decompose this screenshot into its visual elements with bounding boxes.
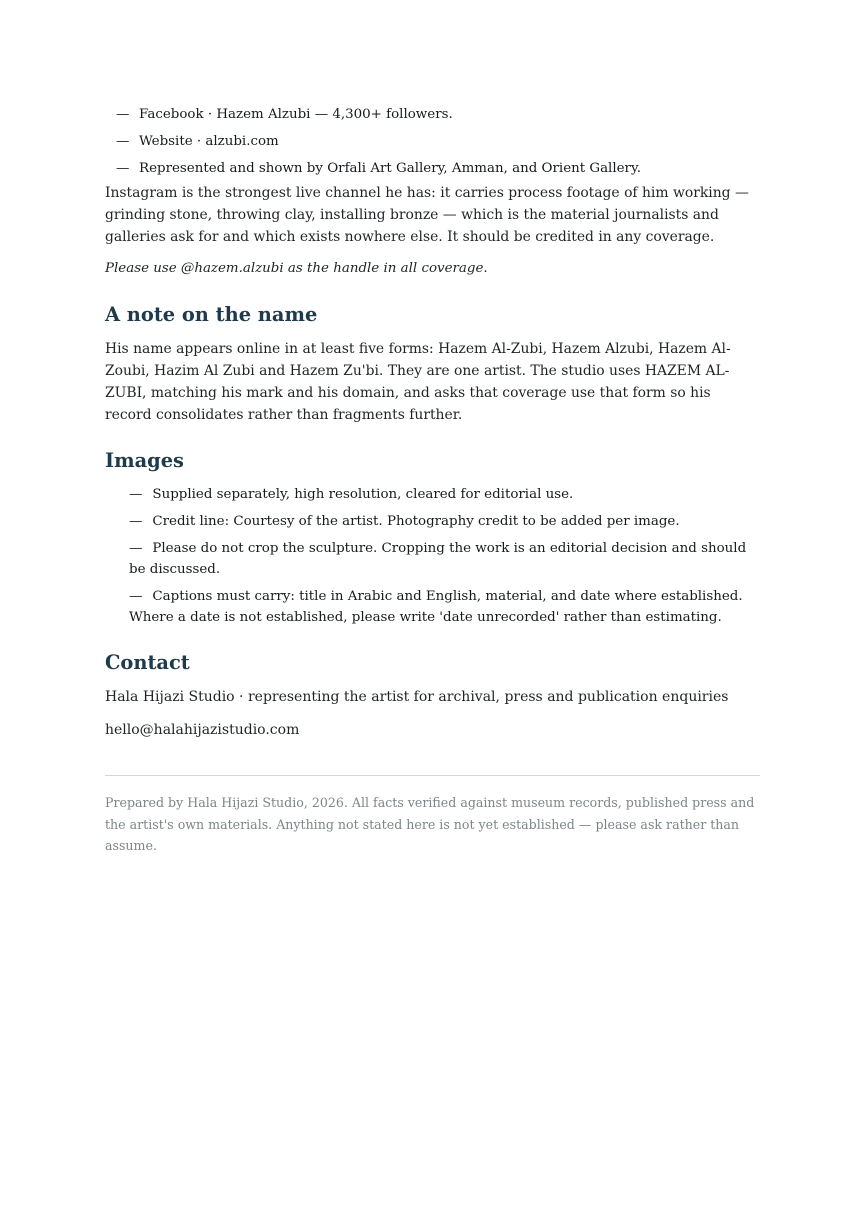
list-item (105, 131, 760, 152)
dash-bullet: — (116, 134, 130, 149)
section-heading-images: Images (105, 449, 184, 472)
images-list (105, 484, 760, 628)
dash-bullet: — (116, 161, 130, 176)
instagram-note: Instagram is the strongest live channel he has: it carries process footage of him working — grinding stone, throwing clay, installing bronze — which is the material journalists and galleries ask for and which exists nowhere else. It should be credited in any coverage. (105, 185, 749, 245)
dash-bullet: — (129, 541, 143, 556)
press-document (105, 104, 760, 857)
footer-divider (105, 775, 760, 776)
list-item (105, 158, 760, 179)
list-item-text: Please do not crop the sculpture. Cropping the work is an editorial decision and should be discussed. (129, 541, 747, 577)
list-item (105, 586, 760, 628)
footer-note: Prepared by Hala Hijazi Studio, 2026. All facts verified against museum records, published press and the artist's own materials. Anything not stated here is not yet established — please ask rather than assume. (105, 795, 755, 853)
dash-bullet: — (129, 589, 143, 604)
list-item (105, 484, 760, 505)
dash-bullet: — (129, 514, 143, 529)
list-item-text: Captions must carry: title in Arabic and English, material, and date where established. Where a date is not established, please write 'date unrecorded' rather than estimating. (129, 589, 743, 625)
handle-request: Please use @hazem.alzubi as the handle in all coverage. (105, 261, 488, 276)
contact-email[interactable]: hello@halahijazistudio.com (105, 722, 300, 738)
list-item (105, 511, 760, 532)
contact-line: Hala Hijazi Studio · representing the artist for archival, press and publication enquiries (105, 689, 729, 705)
dash-bullet: — (116, 107, 130, 122)
link-website: Website · alzubi.com (139, 134, 279, 149)
section-heading-contact: Contact (105, 651, 190, 674)
link-facebook: Facebook · Hazem Alzubi — 4,300+ followers. (139, 107, 453, 122)
list-item (105, 538, 760, 580)
representation-text: Represented and shown by Orfali Art Gallery, Amman, and Orient Gallery. (139, 161, 641, 176)
links-list (105, 104, 760, 179)
list-item-text: Credit line: Courtesy of the artist. Photography credit to be added per image. (152, 514, 680, 529)
section-heading-name-note: A note on the name (105, 303, 318, 326)
list-item (105, 104, 760, 125)
dash-bullet: — (129, 487, 143, 502)
list-item-text: Supplied separately, high resolution, cleared for editorial use. (152, 487, 574, 502)
name-note-body: His name appears online in at least five forms: Hazem Al-Zubi, Hazem Alzubi, Hazem Al-Zoubi, Hazim Al Zubi and Hazem Zu'bi. They are one artist. The studio uses HAZEM AL-ZUBI, matching his mark and his domain, and asks that coverage use that form so his record consolidates rather than fragments further. (105, 341, 731, 423)
